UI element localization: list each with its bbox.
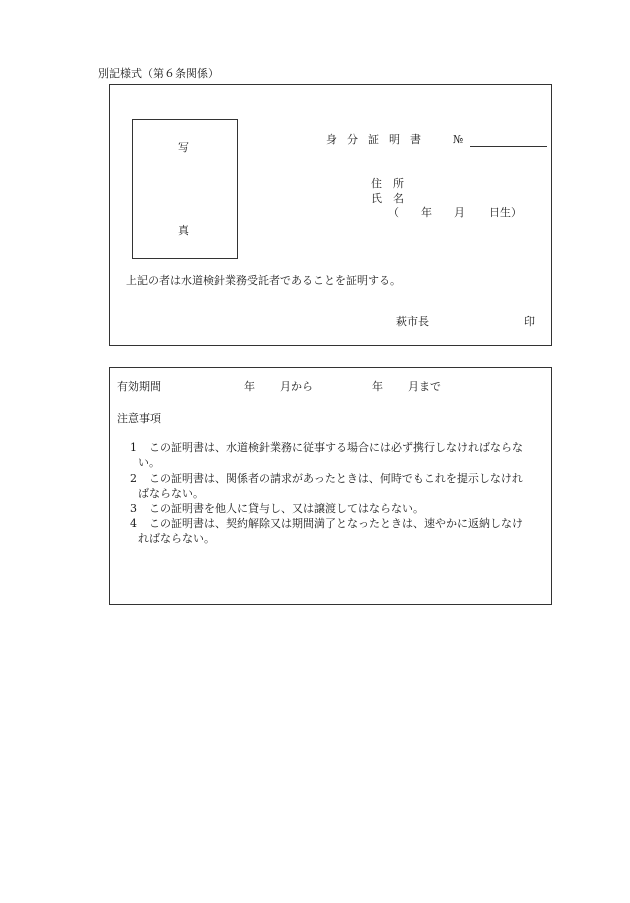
birth-year-label: 年 <box>421 206 432 219</box>
note-item-1-number: 1 <box>130 441 137 454</box>
note-item-2-number: 2 <box>130 472 137 485</box>
photo-label-top: 写 <box>178 141 189 154</box>
number-label: № <box>453 133 464 146</box>
form-label: 別記様式（第６条関係） <box>98 67 219 80</box>
note-item-2-text: この証明書は、関係者の請求があったときは、何時でもこれを提示しなけれ <box>149 472 523 485</box>
note-item-3-text: この証明書を他人に貸与し、又は譲渡してはならない。 <box>149 502 424 515</box>
validity-from-year: 年 <box>244 380 255 393</box>
note-item-1-text: この証明書は、水道検針業務に従事する場合には必ず携行しなければならな <box>149 441 523 454</box>
certificate-title: 身分証明書 <box>326 133 431 146</box>
note-item-4-continuation: ればならない。 <box>138 532 215 545</box>
note-item-4-number: 4 <box>130 517 137 530</box>
note-item-4-text: この証明書は、契約解除又は期間満了となったときは、速やかに返納しなけ <box>149 517 523 530</box>
birth-day-label: 日生） <box>489 206 522 219</box>
birth-month-label: 月 <box>454 206 465 219</box>
seal-mark: 印 <box>524 315 535 328</box>
note-item-2-continuation: ばならない。 <box>138 487 204 500</box>
note-item-3-number: 3 <box>130 502 137 515</box>
validity-to-month: 月まで <box>408 380 441 393</box>
address-label: 住 所 <box>371 177 404 190</box>
photo-label-bottom: 真 <box>178 224 189 237</box>
issuer-name: 萩市長 <box>396 315 429 328</box>
validity-to-year: 年 <box>372 380 383 393</box>
note-item-1-continuation: い。 <box>138 456 160 469</box>
photo-box <box>132 119 238 259</box>
name-label: 氏 名 <box>371 192 404 205</box>
validity-label: 有効期間 <box>117 380 161 393</box>
birth-open-paren: （ <box>388 206 399 219</box>
notes-box <box>109 367 552 605</box>
number-blank-line <box>470 146 547 147</box>
certification-statement: 上記の者は水道検針業務受託者であることを証明する。 <box>126 274 401 287</box>
notes-heading: 注意事項 <box>117 412 161 425</box>
validity-from-month: 月から <box>280 380 313 393</box>
